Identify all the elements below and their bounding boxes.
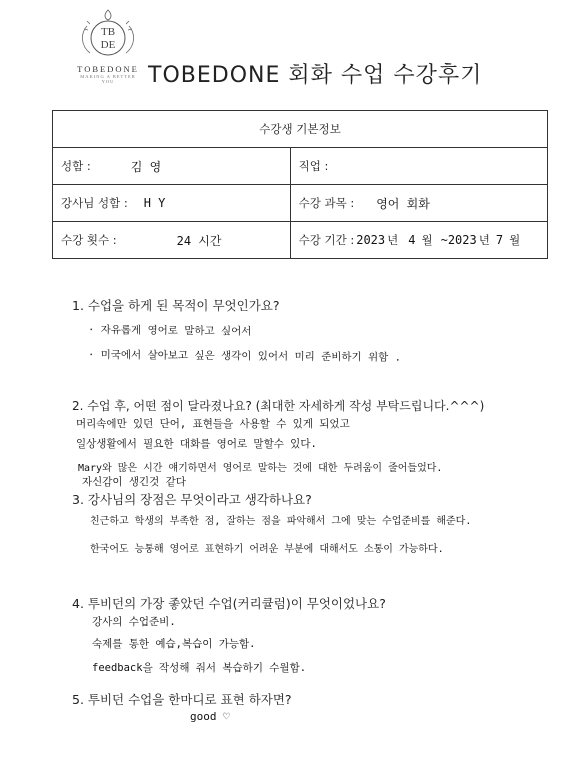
answer-2-line-1: 머리속에만 있던 단어, 표현들을 사용할 수 있게 되었고 [76,418,350,430]
course-value: 영어 회화 [376,196,430,211]
brand-logo [74,8,142,88]
period-cell [290,222,547,259]
teacher-value: H Y [143,196,166,210]
answer-4-line-1: 강사의 수업준비. [92,616,176,628]
info-table-header: 수강생 기본정보 [53,111,548,148]
period-start-year: 2023 [356,233,386,247]
count-cell [53,222,291,259]
period-end-month: 7 [495,233,504,247]
page-title: TOBEDONE 회화 수업 수강후기 [148,63,483,88]
answer-4-line-2: 숙제를 통한 예습,복습이 가능함. [92,638,256,650]
period-start-month: 4 [408,233,416,247]
answer-1-line-2: · 미국에서 살아보고 싶은 생각이 있어서 미리 준비하기 위함 . [87,349,402,364]
answer-3-line-1: 친근하고 학생의 부족한 점, 잘하는 점을 파악해서 그에 맞는 수업준비를 해준다. [90,516,472,527]
tobedone-emblem-icon [78,8,138,60]
question-1: 1. 수업을 하게 된 목적이 무엇인가요? [72,298,280,313]
period-label: 수강 기간 : [298,233,355,247]
question-4: 4. 투비던의 가장 좋았던 수업(커리큘럼)이 무엇이었나요? [72,596,386,611]
question-3: 3. 강사님의 장점은 무엇이라고 생각하나요? [72,492,312,507]
count-value: 24 시간 [176,233,222,248]
count-label: 수강 횟수 : [61,233,117,247]
name-value: 김 영 [130,159,162,174]
brand-name: TOBEDONE [77,64,139,74]
answer-2-line-2: 일상생활에서 필요한 대화를 영어로 말할수 있다. [76,438,317,450]
course-label: 수강 과목 : [298,196,355,210]
teacher-cell [53,185,291,222]
period-end-year: 2023 [447,233,477,247]
period-end-month-unit: 월 [509,233,521,247]
teacher-label: 강사님 성함 : [61,196,128,210]
question-5: 5. 투비던 수업을 한마디로 표현 하자면? [72,692,292,707]
answer-5-line-1: good ♡ [190,710,230,723]
period-start-year-unit: 년 [387,233,399,247]
job-label: 직업 : [298,159,329,173]
course-cell [290,185,547,222]
brand-tagline: MAKING A BETTER YOU [80,74,136,84]
svg-text:TB: TB [100,26,116,38]
period-separator: ~ [440,233,448,247]
answer-2-line-4: 자신감이 생긴것 같다 [82,476,186,488]
name-label: 성함 : [61,159,91,173]
period-start-month-unit: 월 [421,233,433,247]
student-info-table [52,110,548,259]
question-2: 2. 수업 후, 어떤 점이 달라졌나요? (최대한 자세하게 작성 부탁드립니다.^^^) [72,399,485,413]
answer-2-line-3: Mary와 많은 시간 얘기하면서 영어로 말하는 것에 대한 두려움이 줄어들었다. [78,463,443,474]
answer-4-line-3: feedback을 작성해 줘서 복습하기 수월함. [92,662,307,674]
name-cell [53,148,291,185]
job-cell [290,148,547,185]
period-end-year-unit: 년 [478,233,490,247]
answer-1-line-1: · 자유롭게 영어로 말하고 싶어서 [87,324,252,338]
svg-text:DE: DE [100,39,116,51]
answer-3-line-2: 한국어도 능통해 영어로 표현하기 어려운 부분에 대해서도 소통이 가능하다. [90,544,444,555]
